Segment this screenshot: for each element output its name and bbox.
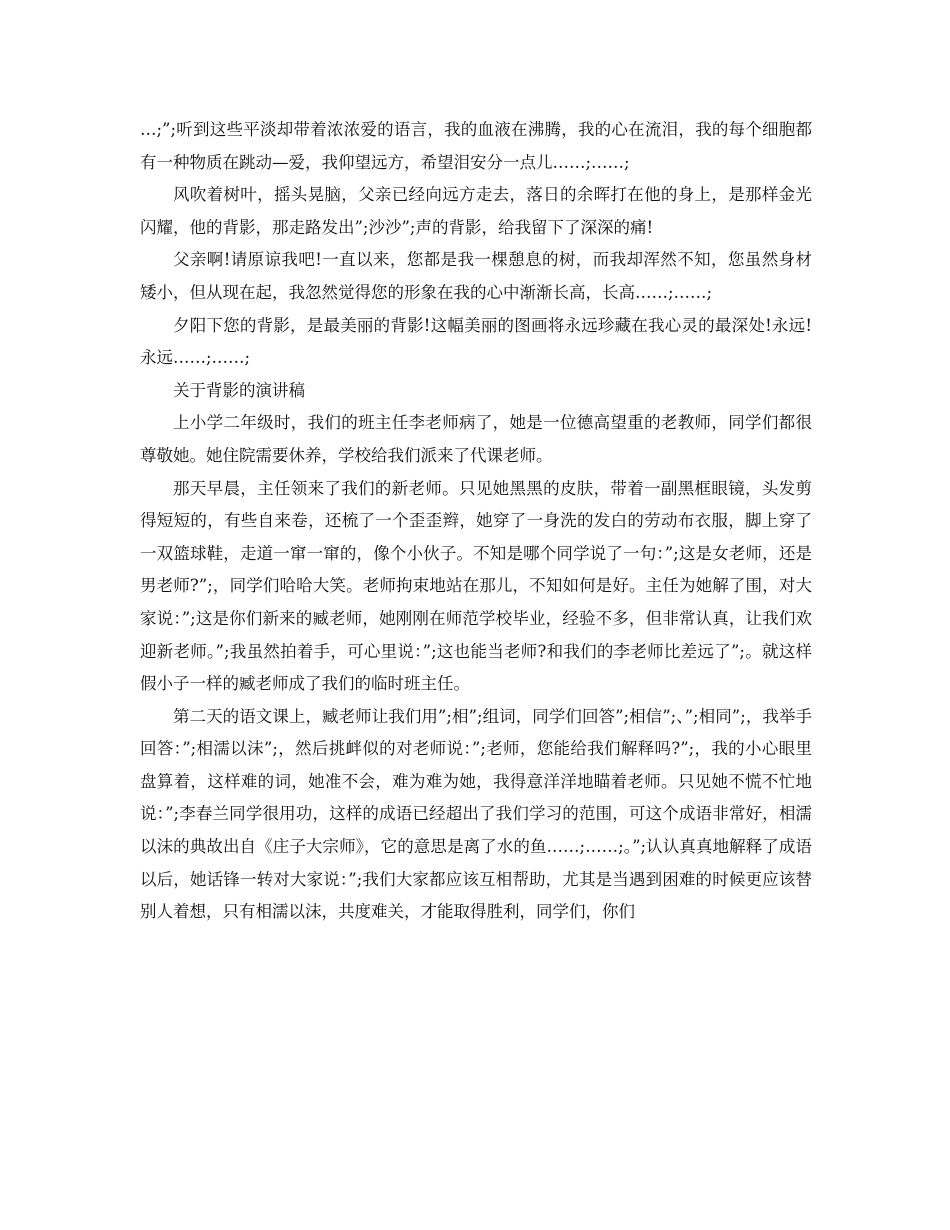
paragraph-5: 上小学二年级时，我们的班主任李老师病了，她是一位德高望重的老教师，同学们都很尊敬她。她住院需要休养，学校给我们派来了代课老师。 [140, 413, 812, 465]
paragraph-4: 夕阳下您的背影，是最美丽的背影!这幅美丽的图画将永远珍藏在我心灵的最深处!永远!永远……;……; [140, 315, 812, 368]
paragraph-1: …;”;听到这些平淡却带着浓浓爱的语言，我的血液在沸腾，我的心在流泪，我的每个细胞都有一种物质在跳动—爱，我仰望远方，希望泪安分一点儿……;……; [140, 120, 812, 172]
document-body [140, 114, 812, 929]
paragraph-3: 父亲啊!请原谅我吧!一直以来，您都是我一棵憩息的树，而我却浑然不知，您虽然身材矮小，但从现在起，我忽然觉得您的形象在我的心中渐渐长高，长高……;……; [140, 250, 812, 302]
paragraph-7: 第二天的语文课上，臧老师让我们用”;相”;组词，同学们回答”;相信”;、”;相同”;，我举手回答：”;相濡以沫”;，然后挑衅似的对老师说：”;老师，您能给我们解释吗?”;，我的小心眼里盘算着，这样难的词，她准不会，难为难为她，我得意洋洋地瞄着老师。只见她不慌不忙地说：”;李春兰同学很用功，这样的成语已经超出了我们学习的范围，可这个成语非常好，相濡以沫的典故出自《庄子大宗师》，它的意思是离了水的鱼……;……;。”;认认真真地解释了成语以后，她话锋一转对大家说：”;我们大家都应该互相帮助，尤其是当遇到困难的时候更应该替别人着想，只有相濡以沫，共度难关，才能取得胜利，同学们，你们 [140, 706, 812, 922]
paragraph-2: 风吹着树叶，摇头晃脑，父亲已经向远方走去，落日的余晖打在他的身上，是那样金光闪耀，他的背影，那走路发出”;沙沙”;声的背影，给我留下了深深的痛! [140, 185, 812, 237]
paragraph-6: 那天早晨，主任领来了我们的新老师。只见她黑黑的皮肤，带着一副黑框眼镜，头发剪得短短的，有些自来卷，还梳了一个歪歪辫，她穿了一身洗的发白的劳动布衣服，脚上穿了一双篮球鞋，走道一窜一窜的，像个小伙子。不知是哪个同学说了一句：”;这是女老师，还是男老师?”;，同学们哈哈大笑。老师拘束地站在那儿，不知如何是好。主任为她解了围，对大家说：”;这是你们新来的臧老师，她刚刚在师范学校毕业，经验不多，但非常认真，让我们欢迎新老师。”;我虽然拍着手，可心里说：”;这也能当老师?和我们的李老师比差远了”;。就这样假小子一样的臧老师成了我们的临时班主任。 [140, 478, 812, 694]
section-title: 关于背影的演讲稿 [173, 380, 305, 400]
